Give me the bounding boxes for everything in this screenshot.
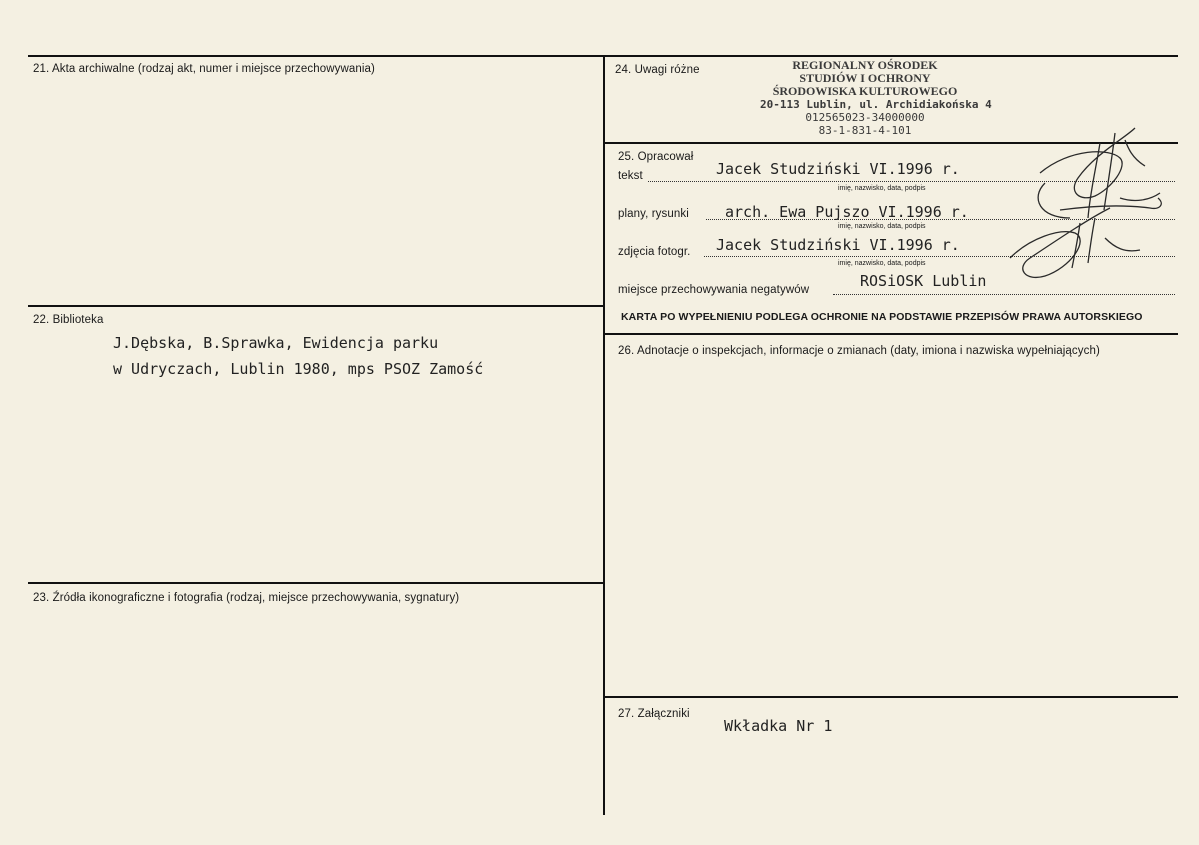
- tekst-hint: imię, nazwisko, data, podpis: [838, 185, 926, 192]
- stamp-line-3: ŚRODOWISKA KULTUROWEGO: [772, 84, 958, 98]
- section-22-label: 22. Biblioteka: [33, 314, 104, 326]
- tekst-value: Jacek Studziński VI.1996 r.: [716, 160, 960, 178]
- zdjecia-label: zdjęcia fotogr.: [618, 246, 691, 258]
- miejsce-value: ROSiOSK Lublin: [860, 272, 987, 290]
- library-entry-line-2: w Udryczach, Lublin 1980, mps PSOZ Zamość: [113, 360, 484, 378]
- library-entry-line-1: J.Dębska, B.Sprawka, Ewidencja parku: [113, 334, 439, 352]
- section-23-label: 23. Źródła ikonograficzne i fotografia (rodzaj, miejsce przechowywania, sygnatury): [33, 592, 460, 604]
- signature-graphic: [1000, 118, 1190, 293]
- divider-25-26: [604, 333, 1178, 335]
- stamp-line-5: 012565023-34000000: [805, 111, 925, 124]
- plany-hint: imię, nazwisko, data, podpis: [838, 223, 926, 230]
- divider-26-27: [604, 696, 1178, 698]
- section-24-label: 24. Uwagi różne: [615, 64, 700, 76]
- section-25-label: 25. Opracował: [618, 151, 694, 163]
- zdjecia-hint: imię, nazwisko, data, podpis: [838, 260, 926, 267]
- institution-stamp: [760, 58, 992, 137]
- miejsce-line: [833, 294, 1175, 295]
- divider-21-22: [28, 305, 604, 307]
- stamp-line-1: REGIONALNY OŚRODEK: [792, 58, 938, 72]
- miejsce-label: miejsce przechowywania negatywów: [618, 284, 810, 296]
- section-26-label: 26. Adnotacje o inspekcjach, informacje o zmianach (daty, imiona i nazwiska wypełniających): [618, 345, 1100, 357]
- stamp-line-2: STUDIÓW I OCHRONY: [799, 71, 931, 85]
- divider-22-23: [28, 582, 604, 584]
- stamp-line-6: 83-1-831-4-101: [818, 124, 912, 137]
- plany-value: arch. Ewa Pujszo VI.1996 r.: [725, 203, 969, 221]
- attachment-value: Wkładka Nr 1: [724, 717, 833, 735]
- plany-label: plany, rysunki: [618, 208, 689, 220]
- stamp-line-4: 20-113 Lublin, ul. Archidiakońska 4: [760, 98, 992, 111]
- copyright-notice: KARTA PO WYPEŁNIENIU PODLEGA OCHRONIE NA PODSTAWIE PRZEPISÓW PRAWA AUTORSKIEGO: [621, 311, 1143, 323]
- zdjecia-value: Jacek Studziński VI.1996 r.: [716, 236, 960, 254]
- section-27-label: 27. Załączniki: [618, 708, 690, 720]
- tekst-label: tekst: [618, 170, 643, 182]
- center-divider: [603, 55, 605, 815]
- section-21-label: 21. Akta archiwalne (rodzaj akt, numer i miejsce przechowywania): [33, 63, 375, 75]
